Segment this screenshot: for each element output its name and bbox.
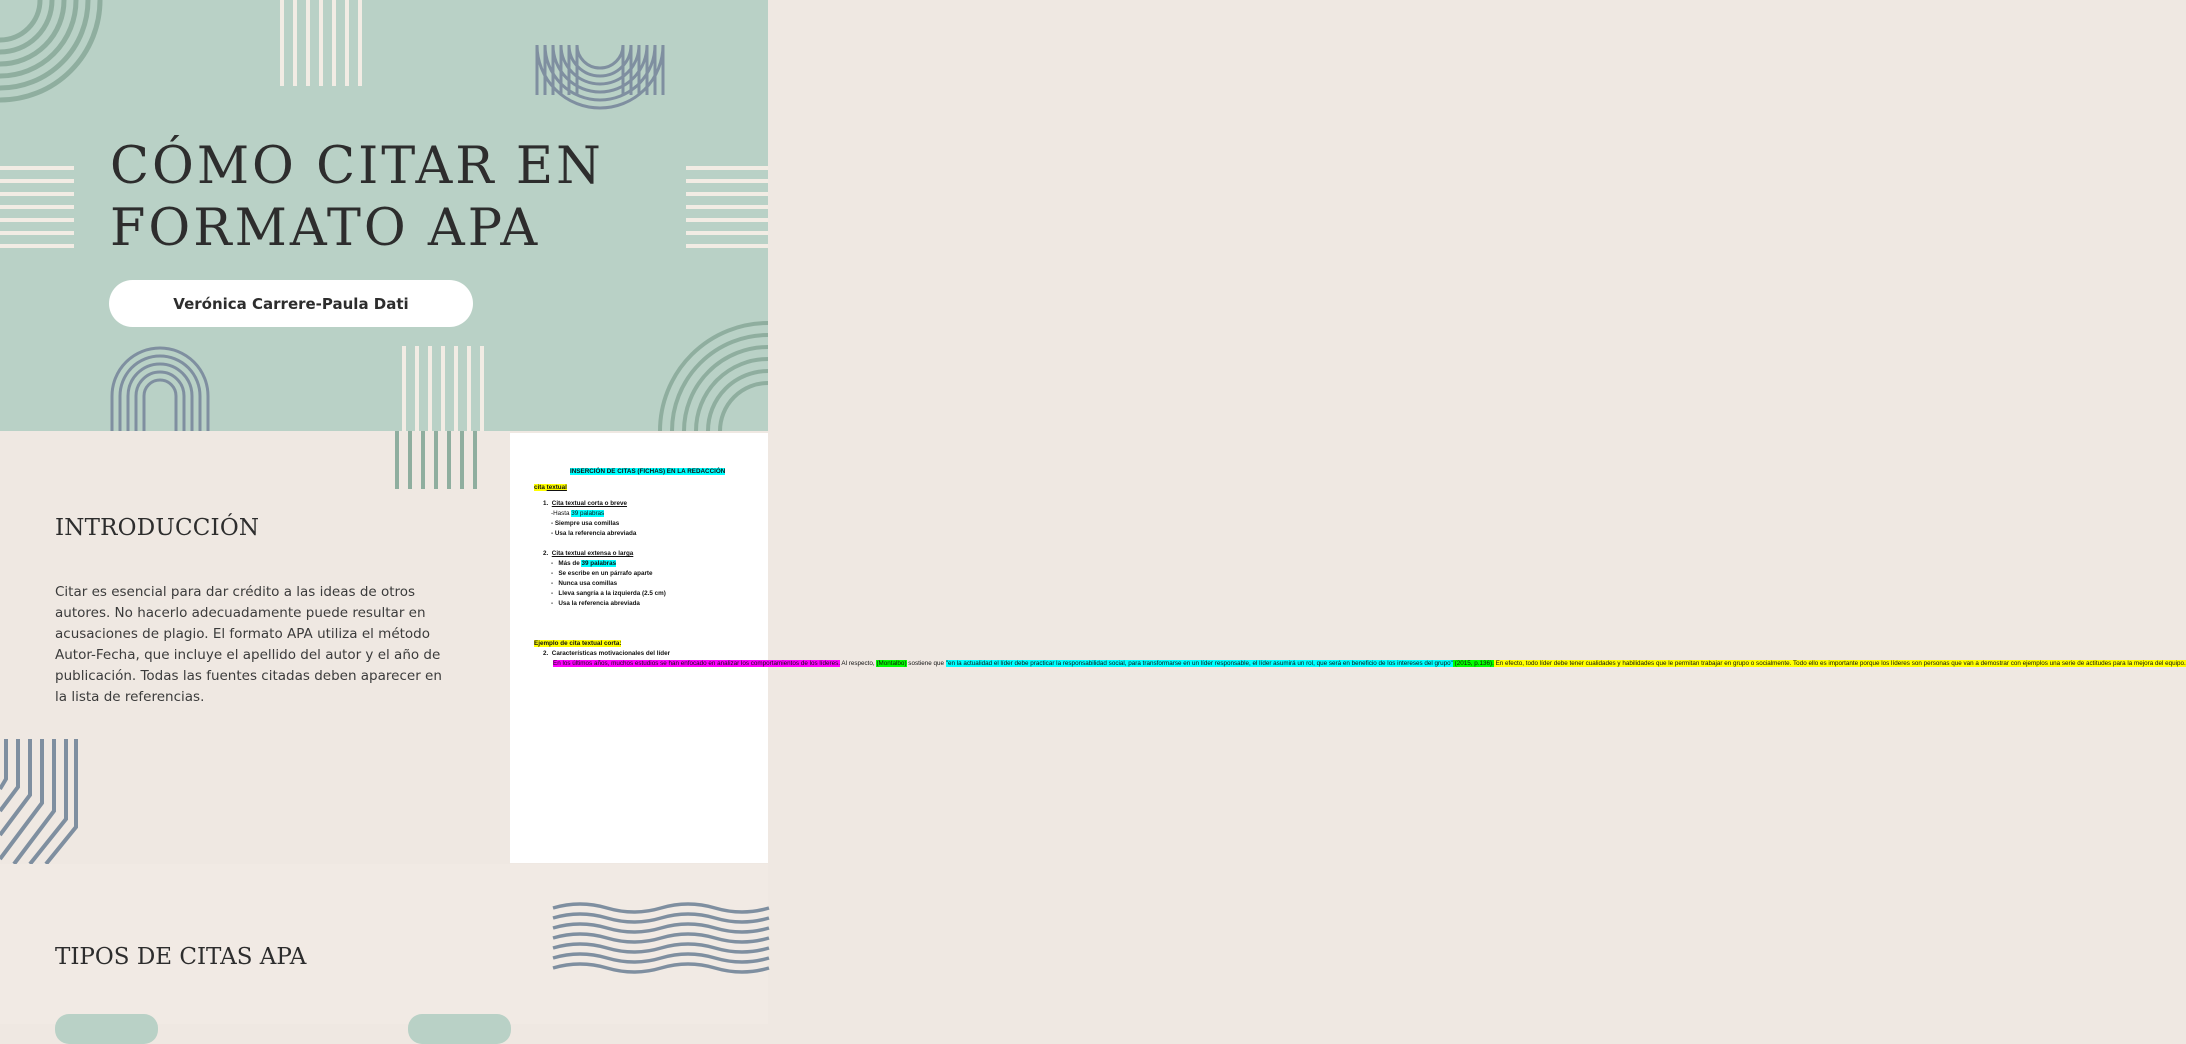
author-names: Verónica Carrere-Paula Dati	[173, 294, 409, 313]
cover-title-line-2: FORMATO APA	[110, 199, 541, 258]
doc-item-2-sub-1: - Más de 39 palabras	[551, 560, 617, 567]
bent-stripes-decoration-left	[0, 739, 80, 864]
doc-item-1-sub-2: - Siempre usa comillas	[551, 520, 620, 527]
doc-title: INSERCIÓN DE CITAS (FICHAS) EN LA REDACCIÓN	[570, 468, 726, 475]
doc-example-heading: 2. Características motivacionales del líder	[543, 650, 671, 657]
doc-example-paragraph: En los últimos años, muchos estudios se han enfocado en analizar los comportamientos de los líderes. Al respecto, (Montalbo) sostiene que "en la actualidad el líder debe practicar la responsabilidad social, para transformarse en un líder responsable, el líder asumirá un rol, que será en beneficio de los intereses del grupo" (2015, p.136). En efecto, todo líder debe tener cualidades y habilidades que le permitan trabajar en grupo o socialmente. Todo ello es importante porque los líderes son personas que van a demostrar con ejemplos una serie de actitudes para la mejora del equipo.	[553, 660, 2186, 667]
arch-decoration-bottom-left	[110, 346, 210, 431]
cover-title-line-1: CÓMO CITAR EN	[110, 137, 604, 196]
types-heading: TIPOS DE CITAS APA	[55, 944, 307, 970]
doc-cita-label: cita textual	[534, 484, 567, 491]
doc-item-1: 1. Cita textual corta o breve	[543, 500, 628, 507]
concentric-arc-decoration-bottom-right	[655, 320, 768, 431]
author-badge	[109, 280, 473, 327]
cover-section	[0, 0, 768, 431]
vertical-stripes-decoration-center	[402, 346, 484, 431]
horizontal-stripes-decoration-left	[0, 166, 74, 250]
types-section	[0, 864, 768, 1024]
doc-item-1-sub-1: -Hasta 39 palabras	[551, 510, 605, 517]
introduction-section	[0, 431, 2186, 864]
wavy-lines-decoration	[553, 904, 768, 979]
introduction-heading: INTRODUCCIÓN	[55, 515, 260, 541]
doc-item-2: 2. Cita textual extensa o larga	[543, 550, 634, 557]
doc-item-2-sub-2: - Se escribe en un párrafo aparte	[551, 570, 653, 577]
concentric-arc-decoration-top-left	[0, 0, 110, 110]
cover-title	[110, 136, 670, 260]
horizontal-stripes-decoration-right	[686, 166, 768, 250]
apa-document-image	[510, 433, 2186, 863]
arch-decoration-top-right	[535, 0, 665, 95]
doc-item-2-sub-4: - Lleva sangría a la izquierda (2.5 cm)	[551, 590, 666, 597]
tab-shape-left	[55, 1014, 158, 1044]
vertical-stripes-decoration-top	[280, 0, 362, 86]
introduction-paragraph: Citar es esencial para dar crédito a las ideas de otros autores. No hacerlo adecuadamente puede resultar en acusaciones de plagio. El formato APA utiliza el método Autor-Fecha, que incluye el apellido del autor y el año de publicación. Todas las fuentes citadas deben aparecer en la lista de referencias.	[55, 584, 442, 705]
doc-example-label: Ejemplo de cita textual corta:	[534, 640, 622, 647]
vertical-stripes-decoration-green	[395, 431, 477, 489]
doc-item-2-sub-5: - Usa la referencia abreviada	[551, 600, 640, 607]
doc-item-1-sub-3: - Usa la referencia abreviada	[551, 530, 637, 537]
tab-shape-right	[408, 1014, 511, 1044]
doc-item-2-sub-3: - Nunca usa comillas	[551, 580, 618, 587]
